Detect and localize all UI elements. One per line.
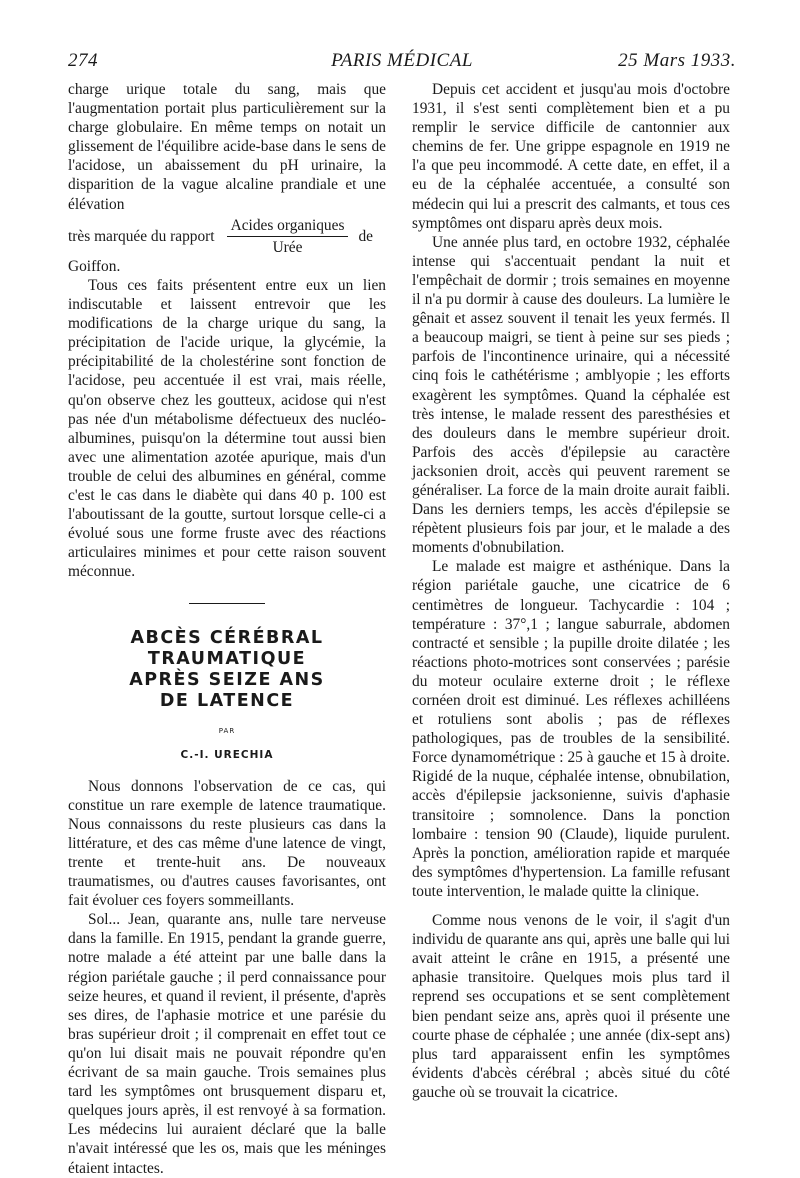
paragraph: Une année plus tard, en octobre 1932, céphalée intense qui s'accentuait pendant la nuit et l'empêchait de dormir ; trois semaines en moyenne il n'a pu dormir à cause des douleurs. La lumière le gênait et assez souvent il tenait les yeux fermés. Il a beaucoup maigri, se tient à peine sur ses pieds ; parfois de l'incontinence urinaire, qui a nécessité cinq fois le cathétérisme ; amblyopie ; les efforts exagèrent les symptômes. Quand la céphalée est très intense, le malade ressent des paresthésies et des douleurs dans le membre supérieur droit. Parfois des accès d'épilepsie au caractère jacksonien droit, accès qui peuvent rarement se généraliser. La force de la main droite aurait faibli. Dans les derniers temps, les accès d'épilepsie se répètent plusieurs fois par jour, et le malade a des moments d'obnubilation. (412, 233, 730, 557)
formula-trail-text: de (358, 227, 373, 245)
paragraph-end: Goiffon. (68, 257, 121, 275)
page-number: 274 (68, 50, 98, 71)
issue-date: 25 Mars 1933. (618, 50, 736, 71)
article-title-line: DE LATENCE (159, 691, 295, 712)
article-title (68, 628, 386, 712)
left-column (68, 80, 386, 1178)
byline-par: PAR (218, 727, 236, 736)
fraction-denominator: Urée (272, 238, 303, 256)
paragraph: Tous ces faits présentent entre eux un lien indiscutable et laissent entrevoir que les modifications de la charge urique du sang, la précipitation de l'acide urique, la glycémie, la précipitabilité de la cholestérine sont fonction de l'acidose, peu accentuée il est vrai, mais réelle, qu'on observe chez les goutteux, acidose qui n'est pas née d'un métabolisme défectueux des nucléo-albumines, puisqu'on la détermine tout aussi bien avec une alimentation azotée apurique, mais d'un trouble de celui des albumines en général, comme c'est le cas dans le diabète qui dans 40 p. 100 est l'aboutissant de la goutte, surtout lorsque celle-ci a évolué sous une forme fruste avec des réactions articulaires minimes et pour cette raison souvent méconnue. (68, 276, 386, 581)
running-header (68, 50, 736, 76)
paragraph: Depuis cet accident et jusqu'au mois d'octobre 1931, il s'est senti complètement bien et a pu remplir le service difficile de cantonnier aux chemins de fer. Une grippe espagnole en 1919 ne l'a que peu incommodé. A cette date, en effet, il a eu de la céphalée accentuée, a consulté son médecin qui lui a prescrit des calmants, et tous ces symptômes ont disparu après deux mois. (412, 81, 730, 232)
section-divider (189, 603, 265, 604)
article-heading (68, 628, 386, 764)
paragraph: Le malade est maigre et asthénique. Dans la région pariétale gauche, une cicatrice de 6 centimètres de longueur. Tachycardie : 104 ; température : 37°,1 ; langue saburrale, abdomen contracté et sensible ; la pupille droite dilatée ; les réactions photo-motrices sont conservées ; parésie du moteur oculaire externe droit ; le réflexe cornéen droit est diminué. Les réflexes achilléens et rotuliens sont abolis ; pas de réflexes pathologiques, pas de troubles de la sensibilité. Force dynamométrique : 25 à gauche et 15 à droite. Rigidé de la nuque, céphalée intense, obnubilation, accès d'épilepsie jacksonienne, suivis d'aphasie transitoire ; somnolence. Dans la ponction lombaire : tension 90 (Claude), liquide purulent. Après la ponction, amélioration rapide et marquée des symptômes d'hypertension. La famille refusant toute intervention, le malade quitte la clinique. (412, 558, 730, 900)
paragraph: Comme nous venons de le voir, il s'agit d'un individu de quarante ans qui, après une balle qui lui avait atteint le crâne en 1915, a présenté une aphasie transitoire. Quelques mois plus tard il reprend ses occupations et se sent complètement bien pendant seize ans, après quoi il présente une courte phase de céphalée ; une année (dix-sept ans) plus tard apparaissent enfin les symptômes évidents d'abcès cérébral ; abcès situé du côté gauche où se trouvait la cicatrice. (412, 912, 730, 1101)
right-column (412, 80, 730, 1102)
journal-title: PARIS MÉDICAL (331, 50, 473, 71)
fraction (227, 216, 349, 257)
paragraph-gap (412, 901, 730, 911)
article-title-line: ABCÈS CÉRÉBRAL (130, 628, 324, 649)
formula-lead-text: très marquée du rapport (68, 227, 215, 245)
ratio-formula (68, 216, 386, 257)
author-name: C.-I. URECHIA (180, 748, 274, 761)
fraction-numerator: Acides organiques (227, 216, 349, 237)
paragraph-continuation: charge urique totale du sang, mais que l'augmentation portait plus particulièrement sur la charge globulaire. En même temps on notait un glissement de l'équilibre acide-base dans le sens de l'acidose, un abaissement du pH urinaire, la disparition de la vague alcaline prandiale et une élévation (68, 81, 386, 213)
article-title-line: TRAUMATIQUE (147, 649, 307, 670)
paragraph: Sol... Jean, quarante ans, nulle tare nerveuse dans la famille. En 1915, pendant la grande guerre, notre malade a été atteint par une balle dans la région pariétale gauche ; il perd connaissance pour seize heures, et quand il revient, il présente, d'après ses dires, de l'aphasie motrice et une parésie du bras supérieur droit ; il comprenait en effet tout ce qu'on lui disait mais ne pouvait répondre qu'en écrivant de sa main gauche. Trois semaines plus tard les symptômes ont brusquement disparu et, quelques jours après, il est renvoyé à sa formation. Les médecins lui auraient déclaré que la balle n'avait intéressé que les os, mais que les méninges étaient intactes. (68, 911, 386, 1177)
paragraph: Nous donnons l'observation de ce cas, qui constitue un rare exemple de latence traumatique. Nous connaissons du reste plusieurs cas dans la littérature, et des cas même d'une latence de vingt, trente et trente-huit ans. De nouveaux traumatismes, ou d'autres causes favorisantes, ont fait évoluer ces foyers sommeillants. (68, 777, 386, 910)
article-title-line: APRÈS SEIZE ANS (129, 670, 325, 691)
